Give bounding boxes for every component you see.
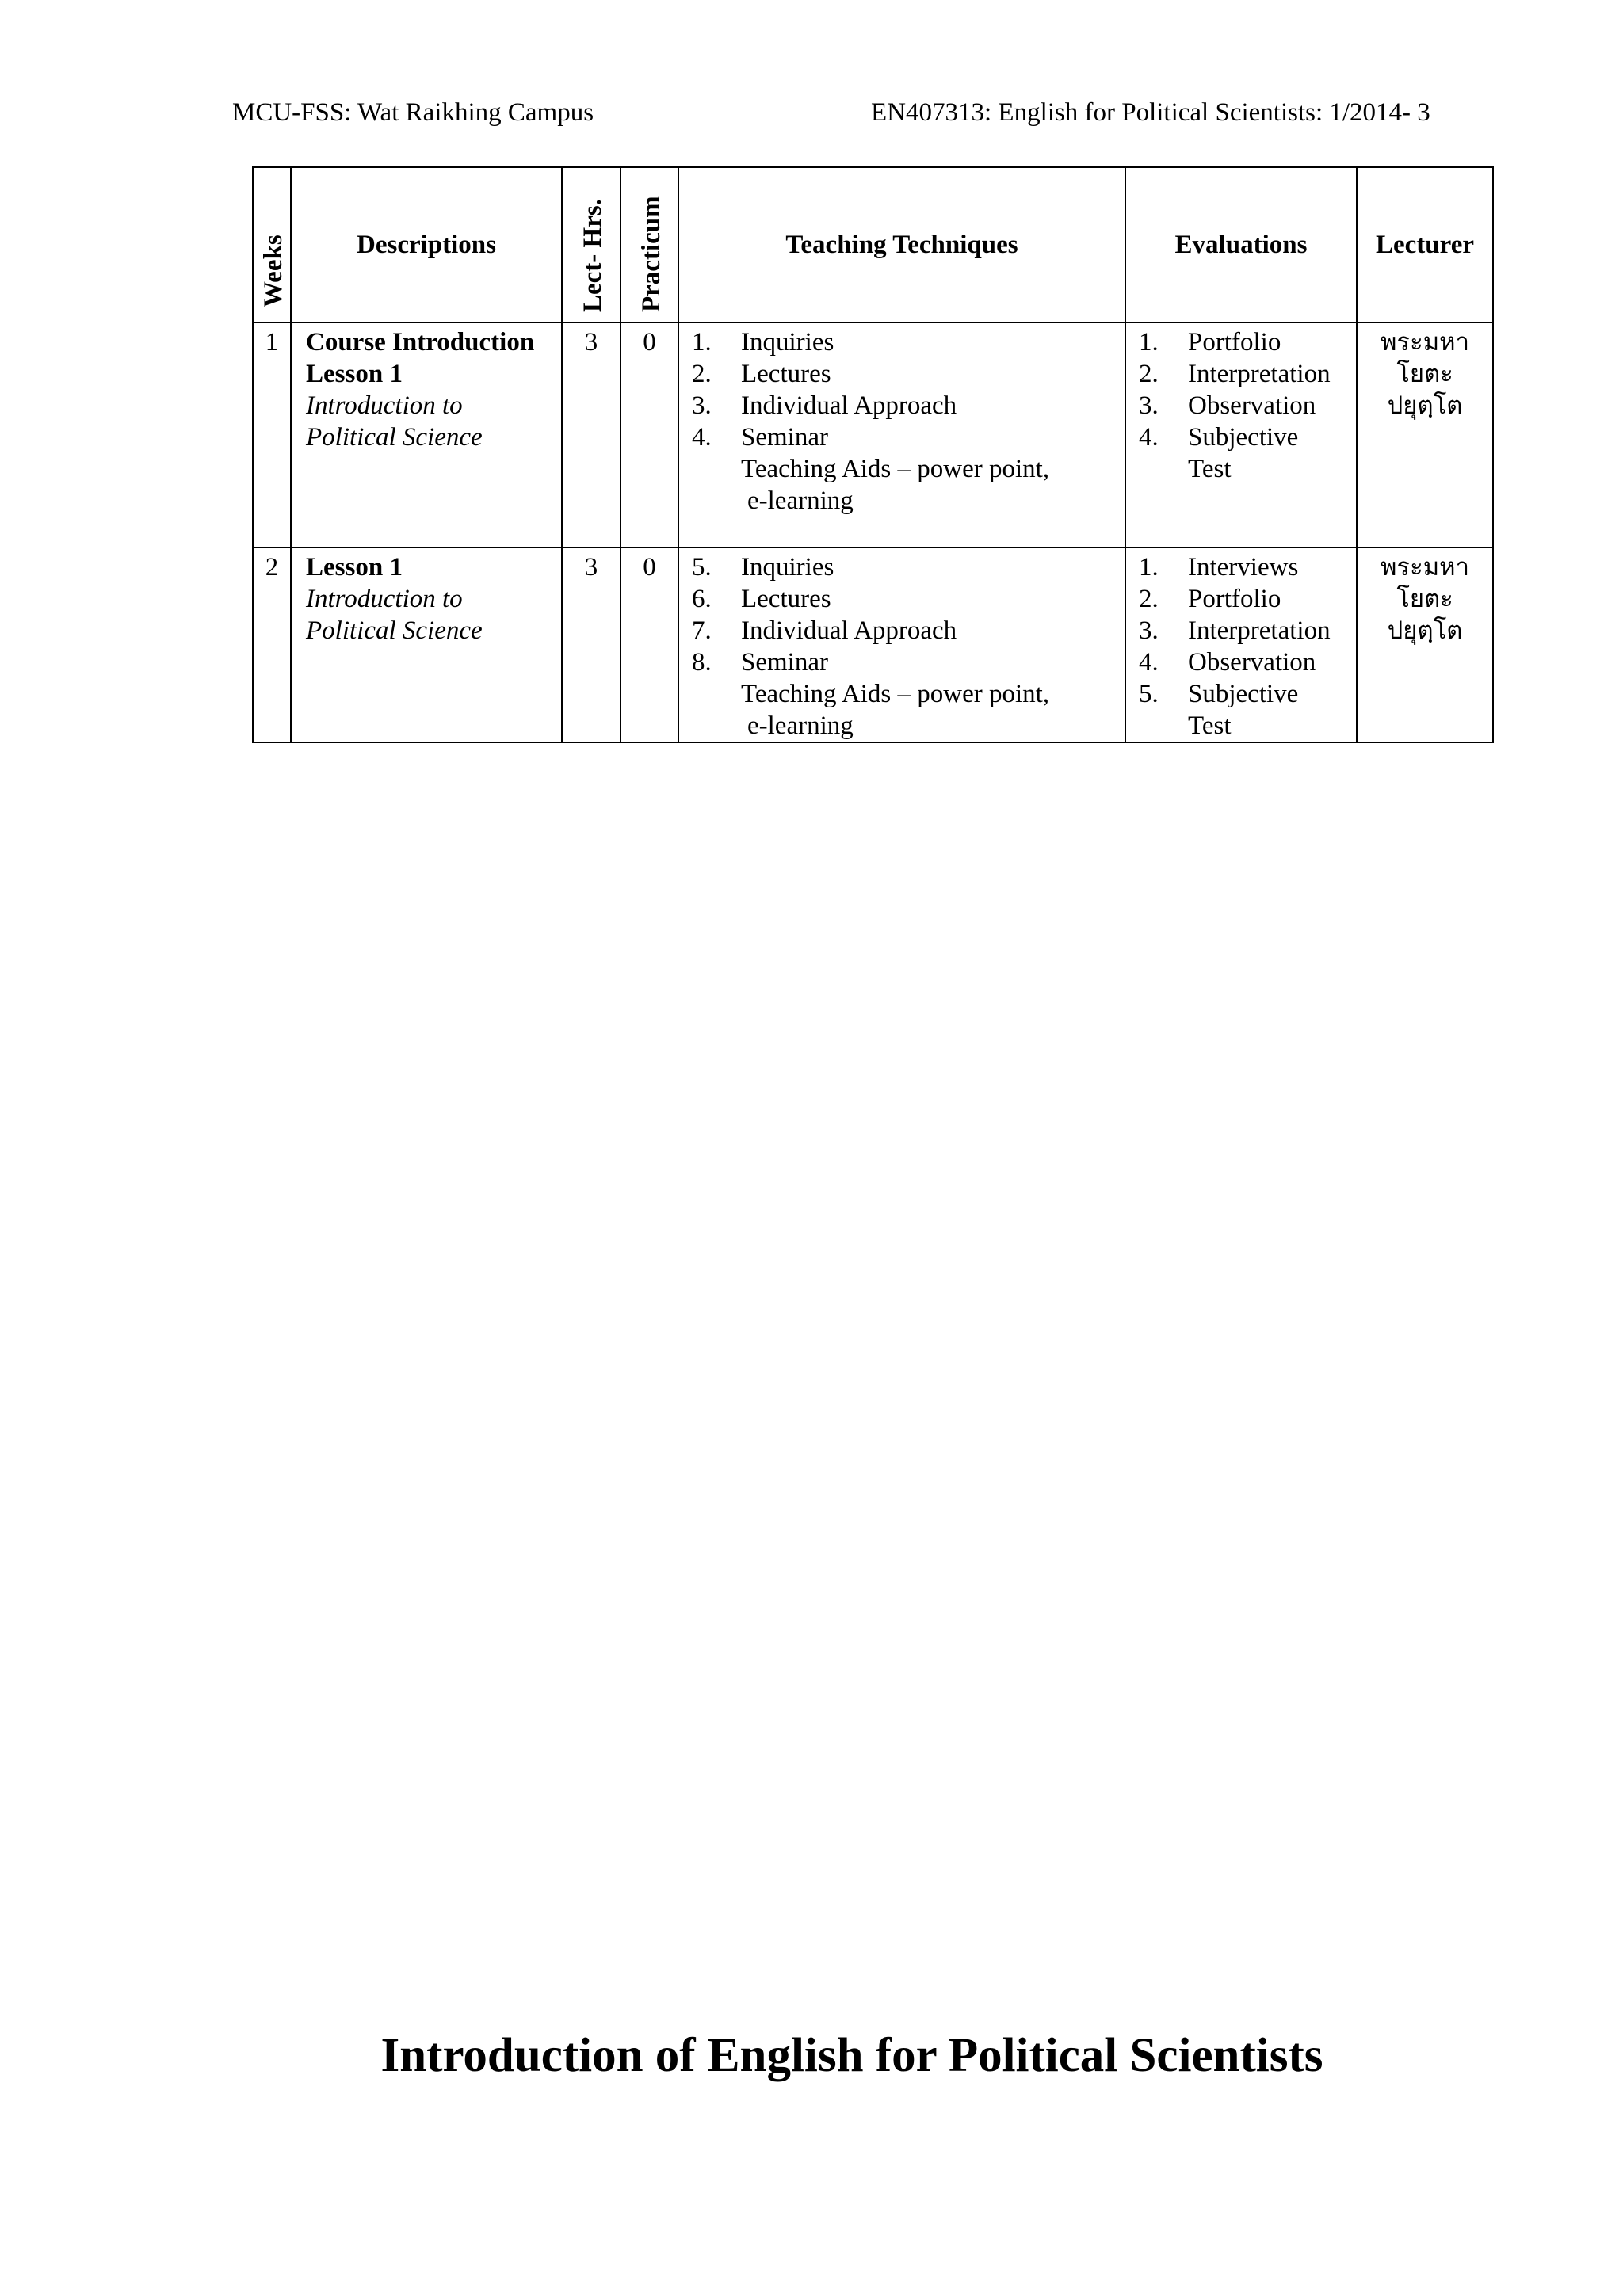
schedule-table: [252, 166, 1494, 743]
list-item: 4. Subjective Test: [1139, 423, 1299, 483]
description-bold-line: Lesson 1: [306, 360, 403, 388]
description-italic-line: Political Science: [306, 423, 483, 452]
list-item: 5. Subjective Test: [1139, 680, 1299, 740]
practicum-cell: 0: [621, 322, 678, 547]
lecturer-name-line: ปยุตฺโต: [1387, 616, 1463, 645]
header-practicum: Practicum: [621, 167, 678, 322]
section-title: Introduction of English for Political Scientists: [380, 2029, 1323, 2082]
header-evaluations: Evaluations: [1125, 167, 1357, 322]
header-lecturer: Lecturer: [1357, 167, 1493, 322]
header-descriptions: Descriptions: [291, 167, 562, 322]
list-item: 8. Seminar: [692, 648, 828, 677]
practicum-cell: 0: [621, 547, 678, 742]
description-bold-line: Lesson 1: [306, 553, 403, 582]
description-italic-line: Political Science: [306, 616, 483, 645]
list-item: 7. Individual Approach: [692, 616, 957, 645]
lecturer-name-line: พระมหา: [1380, 328, 1469, 357]
lecturer-cell: [1357, 547, 1493, 742]
header-weeks: Weeks: [253, 167, 291, 322]
lecturer-cell: [1357, 322, 1493, 547]
list-item: 2. Portfolio: [1139, 585, 1281, 613]
techniques-cell: [678, 322, 1125, 547]
lecturer-name-line: โยตะ: [1396, 585, 1453, 613]
list-item: 5. Inquiries: [692, 553, 834, 582]
table-row: [253, 322, 1493, 547]
techniques-cell: [678, 547, 1125, 742]
list-item: 1. Interviews: [1139, 553, 1299, 582]
list-item: 1. Portfolio: [1139, 328, 1281, 357]
teaching-aids-text: e-learning: [747, 486, 854, 515]
description-italic-line: Introduction to: [306, 585, 463, 613]
evaluations-cell: [1125, 547, 1357, 742]
week-cell: 1: [253, 322, 291, 547]
evaluations-cell: [1125, 322, 1357, 547]
list-item: 4. Seminar: [692, 423, 828, 452]
list-item: 3. Interpretation: [1139, 616, 1331, 645]
list-item: 3. Observation: [1139, 391, 1316, 420]
lecturer-name-line: พระมหา: [1380, 553, 1469, 582]
table-header-row: [253, 167, 1493, 322]
list-item: 6. Lectures: [692, 585, 831, 613]
list-item: 3. Individual Approach: [692, 391, 957, 420]
lect-hrs-cell: 3: [562, 322, 621, 547]
list-item: 2. Interpretation: [1139, 360, 1331, 388]
lecturer-name-line: ปยุตฺโต: [1387, 391, 1463, 420]
description-bold-line: Course Introduction: [306, 328, 535, 357]
list-item: 4. Observation: [1139, 648, 1316, 677]
header-teaching-techniques: Teaching Techniques: [678, 167, 1125, 322]
lect-hrs-cell: 3: [562, 547, 621, 742]
week-cell: 2: [253, 547, 291, 742]
teaching-aids-text: e-learning: [747, 711, 854, 740]
lecturer-name-line: โยตะ: [1396, 360, 1453, 388]
teaching-aids-text: Teaching Aids – power point,: [741, 455, 1050, 483]
header-lect-hrs: Lect- Hrs.: [562, 167, 621, 322]
description-cell: [291, 322, 562, 547]
header-course-campus: MCU-FSS: Wat Raikhing Campus: [232, 98, 594, 127]
teaching-aids-text: Teaching Aids – power point,: [741, 680, 1050, 708]
description-italic-line: Introduction to: [306, 391, 463, 420]
list-item: 2. Lectures: [692, 360, 831, 388]
description-cell: [291, 547, 562, 742]
header-course-code: EN407313: English for Political Scientists: 1/2014- 3: [871, 98, 1430, 127]
table-row: [253, 547, 1493, 742]
list-item: 1. Inquiries: [692, 328, 834, 357]
